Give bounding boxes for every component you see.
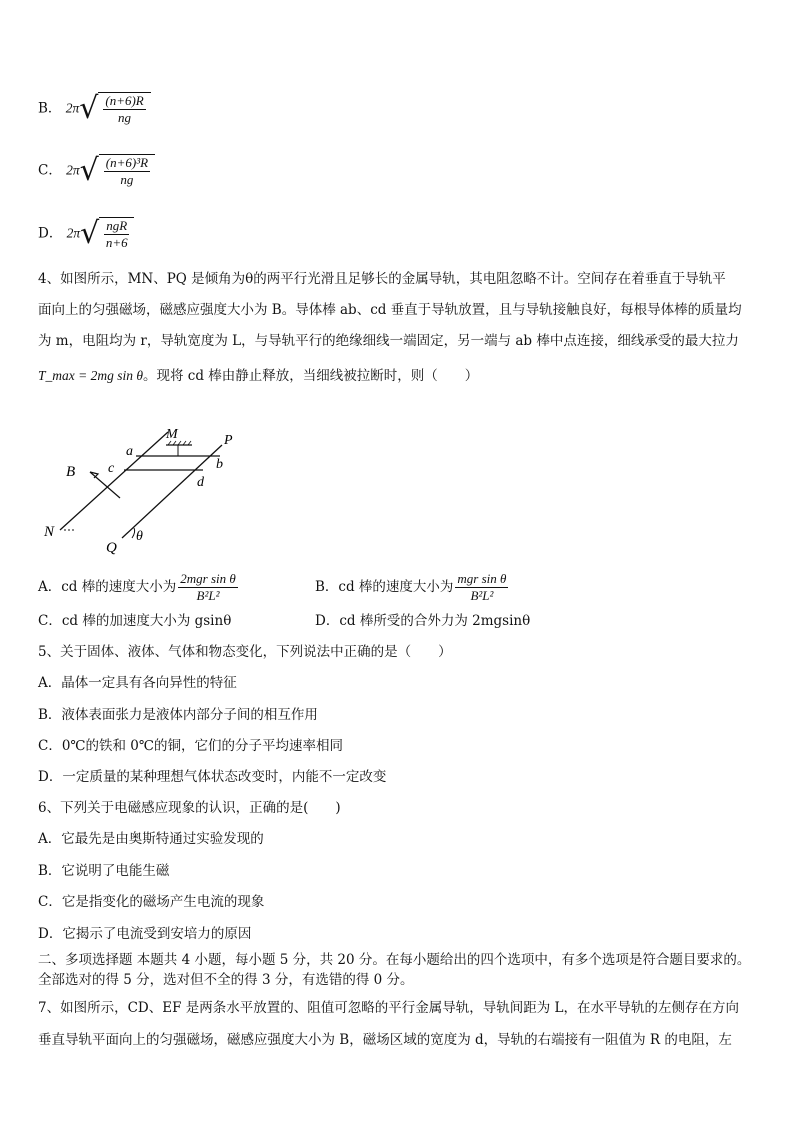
q4-option-d: D．cd 棒所受的合外力为 2mgsinθ — [315, 613, 531, 629]
label-N: N — [44, 524, 55, 540]
sqrt-body — [99, 154, 155, 188]
incline-rails-figure — [40, 420, 260, 560]
option-d-prev — [38, 217, 134, 251]
radical-icon: √ — [79, 153, 99, 188]
tmax-formula: T_max = 2mg sin θ — [38, 368, 143, 383]
frac-num: ngR — [106, 218, 128, 233]
label-Q: Q — [106, 540, 117, 556]
coef: 2π — [65, 100, 80, 116]
q4-line4-text: 。现将 cd 棒由静止释放，当细线被拉断时，则（ ） — [143, 368, 479, 384]
frac-num: 2mgr sin θ — [180, 571, 236, 586]
q4-line1: 4、如图所示，MN、PQ 是倾角为θ的两平行光滑且足够长的金属导轨，其电阻忽略不计。空间存在着垂直于导轨平 — [38, 271, 726, 287]
q5-option-c: C．0℃的铁和 0℃的铜，它们的分子平均速率相同 — [38, 738, 344, 754]
frac-den: ng — [120, 172, 134, 187]
q7-line2: 垂直导轨平面向上的匀强磁场，磁感应强度大小为 B，磁场区域的宽度为 d，导轨的右端接有一阻值为 R 的电阻，左 — [38, 1032, 732, 1048]
label-b: b — [216, 457, 223, 472]
frac-den: n+6 — [105, 235, 128, 250]
q4-option-a — [38, 571, 240, 604]
q6-option-b: B．它说明了电能生磁 — [38, 863, 170, 879]
option-b-prev — [38, 92, 151, 126]
radical-icon: √ — [79, 91, 99, 126]
q4-option-b — [315, 571, 510, 604]
option-letter: D． — [38, 225, 63, 242]
q4-line2: 面向上的匀强磁场，磁感应强度大小为 B。导体棒 ab、cd 垂直于导轨放置，且与导轨接触良好，每根导体棒的质量均 — [38, 302, 742, 318]
frac-den: ng — [118, 110, 132, 125]
q4-line4 — [38, 366, 478, 386]
section2-line2: 全部选对的得 5 分，选对但不全的得 3 分，有选错的得 0 分。 — [38, 972, 414, 988]
label-a: a — [126, 444, 133, 459]
q6-stem: 6、下列关于电磁感应现象的认识，正确的是( ) — [38, 800, 341, 816]
frac-den: B²L² — [196, 588, 220, 603]
q5-option-a: A．晶体一定具有各向异性的特征 — [38, 675, 237, 691]
label-d: d — [197, 475, 204, 490]
label-c: c — [108, 461, 115, 476]
radical-icon: √ — [80, 216, 100, 251]
q4-option-c: C．cd 棒的加速度大小为 gsinθ — [38, 613, 232, 629]
frac-den: B²L² — [470, 588, 494, 603]
label-P: P — [224, 433, 233, 448]
option-letter: B． — [38, 100, 62, 117]
label-M: M — [166, 427, 178, 442]
q4-line3: 为 m，电阻均为 r，导轨宽度为 L，与导轨平行的绝缘细线一端固定，另一端与 ab 棒中点连接，细线承受的最大拉力 — [38, 333, 739, 349]
coef: 2π — [66, 162, 80, 178]
q5-option-b: B．液体表面张力是液体内部分子间的相互作用 — [38, 707, 318, 723]
option-letter: C． — [38, 162, 62, 179]
option-text: A．cd 棒的速度大小为 — [38, 579, 177, 595]
frac-num: mgr sin θ — [457, 571, 507, 586]
section2-line1: 二、多项选择题 本题共 4 小题，每小题 5 分，共 20 分。在每小题给出的四个选项中，有多个选项是符合题目要求的。 — [38, 952, 751, 968]
coef: 2π — [66, 225, 81, 241]
q7-line1: 7、如图所示，CD、EF 是两条水平放置的、阻值可忽略的平行金属导轨，导轨间距为 L，在水平导轨的左侧存在方向 — [38, 1000, 740, 1016]
option-text: B．cd 棒的速度大小为 — [315, 579, 454, 595]
q5-stem: 5、关于固体、液体、气体和物态变化，下列说法中正确的是（ ） — [38, 644, 452, 660]
label-B: B — [66, 464, 76, 480]
option-c-prev — [38, 154, 155, 188]
frac-num: (n+6)R — [105, 93, 144, 108]
q5-option-d: D．一定质量的某种理想气体状态改变时，内能不一定改变 — [38, 769, 387, 785]
frac-num: (n+6)³R — [105, 155, 149, 170]
q6-option-a: A．它最先是由奥斯特通过实验发现的 — [38, 831, 264, 847]
q6-option-c: C．它是指变化的磁场产生电流的现象 — [38, 894, 265, 910]
sqrt-body — [98, 92, 150, 126]
q6-option-d: D．它揭示了电流受到安培力的原因 — [38, 926, 252, 942]
sqrt-body — [99, 217, 134, 251]
label-theta: θ — [136, 529, 143, 544]
